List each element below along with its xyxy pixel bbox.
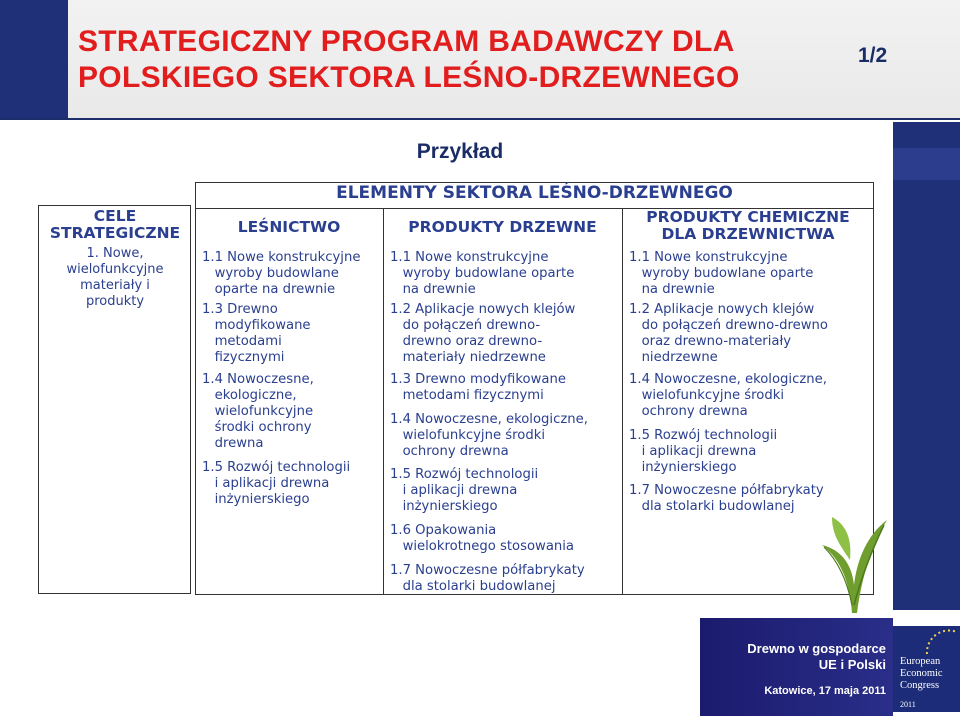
slide-title-line1: STRATEGICZNY PROGRAM BADAWCZY DLA bbox=[78, 25, 735, 58]
title-accent-bar bbox=[0, 0, 68, 118]
forestry-header: LEŚNICTWO bbox=[237, 218, 341, 236]
eec-logo-year: 2011 bbox=[900, 700, 916, 709]
wood-products-item: 1.6 Opakowania wielokrotnego stosowania bbox=[390, 523, 575, 554]
chemical-products-item: 1.7 Nowoczesne półfabrykaty dla stolarki budowlanej bbox=[629, 483, 824, 514]
column-divider bbox=[622, 209, 623, 594]
forestry-item: 1.1 Nowe konstrukcyjne wyroby budowlane oparte na drewnie bbox=[202, 250, 361, 297]
column-divider bbox=[383, 209, 384, 594]
forestry-item: 1.3 Drewno modyfikowane metodami fizycznymi bbox=[202, 302, 311, 365]
goals-header-line1: CELE bbox=[93, 207, 137, 225]
right-decorative-bar bbox=[893, 122, 960, 610]
sector-header: ELEMENTY SEKTORA LEŚNO-DRZEWNEGO bbox=[336, 183, 733, 203]
stars-arc-icon bbox=[925, 628, 959, 656]
goal-item-line: materiały i bbox=[80, 278, 150, 293]
eec-logo-text bbox=[900, 656, 958, 692]
footer-date: Katowice, 17 maja 2011 bbox=[764, 685, 886, 697]
wood-products-item: 1.1 Nowe konstrukcyjne wyroby budowlane oparte na drewnie bbox=[390, 250, 575, 297]
footer-title-line1: Drewno w gospodarce bbox=[747, 641, 886, 656]
slide-title bbox=[78, 24, 858, 96]
wood-products-item: 1.3 Drewno modyfikowane metodami fizycznymi bbox=[390, 372, 566, 403]
eec-logo-line: Economic bbox=[900, 668, 943, 679]
leaf-icon bbox=[812, 505, 892, 615]
goal-item-line: produkty bbox=[85, 294, 145, 309]
subtitle: Przykład bbox=[416, 140, 504, 163]
slide-title-line2: POLSKIEGO SEKTORA LEŚNO-DRZEWNEGO bbox=[78, 61, 740, 94]
eec-logo-line: Congress bbox=[900, 680, 940, 691]
goals-header bbox=[40, 208, 190, 242]
page-number: 1/2 bbox=[858, 44, 888, 67]
chemical-products-item: 1.5 Rozwój technologii i aplikacji drewna inżynierskiego bbox=[629, 428, 778, 475]
wood-products-item: 1.7 Nowoczesne półfabrykaty dla stolarki budowlanej bbox=[390, 563, 585, 594]
chemical-products-header-line1: PRODUKTY CHEMICZNE bbox=[646, 208, 850, 226]
forestry-item: 1.5 Rozwój technologii i aplikacji drewna inżynierskiego bbox=[202, 460, 351, 507]
chemical-products-item: 1.2 Aplikacje nowych klejów do połączeń drewno-drewno oraz drewno-materiały niedrzewne bbox=[629, 302, 828, 365]
goal-item bbox=[40, 246, 190, 310]
wood-products-item: 1.2 Aplikacje nowych klejów do połączeń drewno- drewno oraz drewno- materiały niedrzewne bbox=[390, 302, 576, 365]
chemical-products-header bbox=[623, 209, 873, 243]
wood-products-item: 1.4 Nowoczesne, ekologiczne, wielofunkcyjne środki ochrony drewna bbox=[390, 412, 588, 459]
goals-header-line2: STRATEGICZNE bbox=[49, 224, 181, 242]
chemical-products-item: 1.1 Nowe konstrukcyjne wyroby budowlane oparte na drewnie bbox=[629, 250, 814, 297]
wood-products-header: PRODUKTY DRZEWNE bbox=[408, 218, 597, 236]
chemical-products-header-line2: DLA DRZEWNICTWA bbox=[661, 225, 835, 243]
goal-item-line: wielofunkcyjne bbox=[66, 262, 164, 277]
forestry-item: 1.4 Nowoczesne, ekologiczne, wielofunkcyjne środki ochrony drewna bbox=[202, 372, 314, 451]
wood-products-item: 1.5 Rozwój technologii i aplikacji drewna inżynierskiego bbox=[390, 467, 539, 514]
eec-logo-line: European bbox=[900, 656, 941, 667]
chemical-products-item: 1.4 Nowoczesne, ekologiczne, wielofunkcyjne środki ochrony drewna bbox=[629, 372, 827, 419]
footer-title-line2: UE i Polski bbox=[818, 657, 886, 672]
goal-item-line: 1. Nowe, bbox=[86, 246, 144, 261]
